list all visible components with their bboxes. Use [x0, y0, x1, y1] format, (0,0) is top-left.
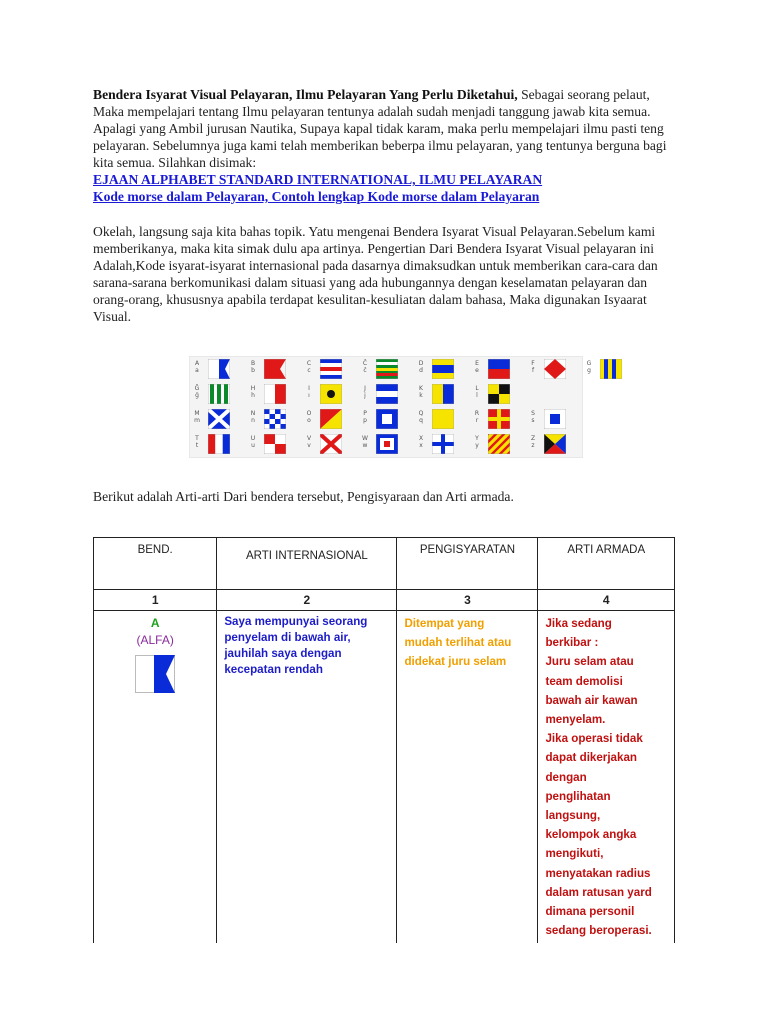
- col-number-3: 3: [397, 590, 538, 611]
- pengisyaratan-line: mudah terlihat atau: [404, 636, 512, 649]
- signal-flag-icon: [376, 359, 398, 379]
- pengisyaratan-line: didekat juru selam: [404, 655, 507, 668]
- arti-armada-line: dengan: [545, 770, 587, 784]
- flag-letter-label: G g: [586, 360, 592, 374]
- flag-letter-label: V v: [306, 435, 312, 449]
- flag-letter-label: T t: [195, 435, 199, 449]
- arti-armada-text: [539, 612, 673, 942]
- arti-armada-line: Jika operasi tidak: [545, 732, 643, 746]
- flag-letter-label: P p: [363, 410, 367, 424]
- flag-cell: [470, 432, 526, 457]
- flag-letter-label: H h: [250, 385, 256, 399]
- flag-letter-label: K k: [419, 385, 423, 399]
- flag-letter-label: U u: [250, 435, 256, 449]
- signal-flag-icon: [208, 409, 230, 429]
- arti-armada-line: bawah air kawan: [545, 693, 638, 707]
- arti-armada-line: langsung,: [545, 809, 601, 823]
- arti-internasional-line: kecepatan rendah: [224, 663, 323, 676]
- signal-flag-icon: [376, 409, 398, 429]
- flag-cell: [302, 382, 358, 407]
- definition-paragraph: Okelah, langsung saja kita bahas topik. Yatu mengenai Bendera Isyarat Visual Pelayaran.Sebelum kami memberikanya, maka kita simak dulu apa artinya. Pengertian Dari Bendera Isyarat Visual pelayaran ini Adalah,Kode isyarat-isyarat internasional pada dasarnya dimaksudkan untuk memberikan cara-cara dan sarana-sarana berkomunikasi dalam situasi yang ada hubungannya dengan keselamatan pelayaran dan orang-orang, khususnya apabila terdapat kesulitan-kesuliatan dalam bahasa, Maka digunakan Isyaarat Visual.: [93, 224, 658, 324]
- header-bend: BEND.: [94, 538, 217, 590]
- flag-cell: [246, 407, 302, 432]
- table-row: [94, 611, 675, 944]
- link-morse[interactable]: Kode morse dalam Pelayaran, Contoh lengkap Kode morse dalam Pelayaran: [93, 189, 540, 204]
- arti-armada-line: menyelam.: [545, 713, 606, 727]
- flag-cell: [302, 407, 358, 432]
- arti-internasional-line: penyelam di bawah air,: [224, 631, 351, 644]
- flag-letter-label: R r: [474, 410, 480, 424]
- signal-flag-icon: [208, 384, 230, 404]
- signal-flag-icon: [432, 409, 454, 429]
- signal-flag-icon: [488, 409, 510, 429]
- flag-cell: [190, 382, 246, 407]
- flag-cell: [414, 382, 470, 407]
- flag-cell: [414, 357, 470, 382]
- flag-letter-label: S s: [531, 410, 535, 424]
- flag-cell: [526, 357, 582, 382]
- arti-armada-line: dimana personil: [545, 905, 635, 919]
- arti-internasional-line: jauhilah saya dengan: [224, 647, 342, 660]
- signal-flag-icon: [264, 409, 286, 429]
- flag-cell: [526, 407, 582, 432]
- flag-name: (ALFA): [136, 633, 174, 647]
- flag-cell: [190, 357, 246, 382]
- header-arti-armada: ARTI ARMADA: [538, 538, 675, 590]
- flag-cell: [414, 432, 470, 457]
- flag-letter-label: A a: [194, 360, 200, 374]
- header-row: [94, 538, 675, 590]
- pengisyaratan-text: [398, 612, 536, 673]
- flag-letter-label: F f: [531, 360, 535, 374]
- arti-armada-line: sedang beroperasi.: [545, 924, 652, 938]
- flag-cell: [470, 407, 526, 432]
- signal-flag-icon: [432, 384, 454, 404]
- signal-flag-icon: [488, 384, 510, 404]
- flag-letter-label: N n: [250, 410, 256, 424]
- signal-flag-icon: [264, 434, 286, 454]
- arti-internasional-text: [218, 612, 395, 680]
- signal-flag-icon: [264, 359, 286, 379]
- flag-cell: [526, 432, 582, 457]
- table-intro: Berikut adalah Arti-arti Dari bendera tersebut, Pengisyaraan dan Arti armada.: [93, 489, 514, 504]
- arti-armada-line: dalam ratusan yard: [545, 885, 652, 899]
- flag-letter-label: M m: [194, 410, 200, 424]
- link-alphabet[interactable]: EJAAN ALPHABET STANDARD INTERNATIONAL, ILMU PELAYARAN: [93, 172, 543, 187]
- flag-grid: [190, 357, 592, 457]
- cell-pengisyaratan: [397, 611, 538, 944]
- signal-flag-icon: [376, 384, 398, 404]
- signal-flag-icon: [208, 359, 230, 379]
- header-pengisyaratan: PENGISYARATAN: [397, 538, 538, 590]
- arti-armada-line: Jika sedang: [545, 617, 612, 630]
- col-number-2: 2: [217, 590, 397, 611]
- signal-flag-icon: [488, 359, 510, 379]
- flag-letter-label: O o: [306, 410, 312, 424]
- signal-flag-icon: [320, 384, 342, 404]
- flag-cell: [246, 382, 302, 407]
- signal-flag-icon: [320, 409, 342, 429]
- flag-letter-label: J j: [364, 385, 366, 399]
- flag-cell: [358, 382, 414, 407]
- flag-letter-label: Z z: [530, 435, 536, 449]
- flag-letter-label: D d: [418, 360, 424, 374]
- signal-flag-icon: [208, 434, 230, 454]
- intro-paragraph: [93, 86, 678, 171]
- flag-cell: [190, 407, 246, 432]
- signal-flag-icon: [488, 434, 510, 454]
- flag-letter-label: L l: [475, 385, 479, 399]
- flag-cell: [470, 382, 526, 407]
- flag-letter-label: Q q: [418, 410, 424, 424]
- arti-armada-line: team demolisi: [545, 674, 623, 688]
- flag-cell: [414, 407, 470, 432]
- flag-letter-label: W w: [362, 435, 368, 449]
- signal-flag-icon: [320, 434, 342, 454]
- intro-bold-title: Bendera Isyarat Visual Pelayaran, Ilmu Pelayaran Yang Perlu Diketahui,: [93, 87, 518, 102]
- flag-cell: [358, 432, 414, 457]
- intro-text: Sebagai seorang pelaut, Maka mempelajari tentang Ilmu pelayaran tentunya adalah sudah menjadi tanggung jawab kita semua. Apalagi yang Ambil jurusan Nautika, Supaya kapal tidak karam, maka perlu mempelajari ilmu pasti teng pelayaran. Sebelumnya juga kami telah memberikan beberpa ilmu pelayaran, yang tentunya berguna bagi kita semua. Silahkan disimak:: [93, 87, 667, 170]
- flag-cell: [302, 432, 358, 457]
- flag-letter-label: I ı: [308, 385, 310, 399]
- signal-flag-icon: [600, 359, 622, 379]
- signal-flag-icon: [264, 384, 286, 404]
- flag-letter-label: Ğ ğ: [194, 385, 200, 399]
- cell-arti-armada: [538, 611, 675, 944]
- related-links: [93, 171, 678, 205]
- arti-internasional-line: Saya mempunyai seorang: [224, 615, 368, 628]
- signal-flag-icon: [544, 409, 566, 429]
- flag-cell: [302, 357, 358, 382]
- flag-letter-label: X x: [418, 435, 424, 449]
- arti-armada-line: berkibar :: [545, 636, 599, 650]
- signal-flag-icon: [376, 434, 398, 454]
- flag-cell: [470, 357, 526, 382]
- flag-meaning-table: [93, 537, 675, 943]
- arti-armada-line: menyatakan radius: [545, 866, 651, 880]
- arti-armada-line: kelompok angka: [545, 828, 637, 842]
- arti-armada-line: mengikuti,: [545, 847, 604, 861]
- signal-flag-icon: [544, 434, 566, 454]
- arti-armada-line: dapat dikerjakan: [545, 751, 637, 765]
- flag-cell: [358, 357, 414, 382]
- signal-flag-icon: [432, 434, 454, 454]
- cell-arti-internasional: [217, 611, 397, 944]
- flag-cell: [246, 357, 302, 382]
- header-arti-internasional: ARTI INTERNASIONAL: [217, 538, 397, 590]
- flag-letter-label: E e: [475, 360, 479, 374]
- col-number-1: 1: [94, 590, 217, 611]
- col-number-4: 4: [538, 590, 675, 611]
- article: [93, 86, 678, 325]
- flag-letter: A: [150, 616, 160, 630]
- pengisyaratan-line: Ditempat yang: [404, 617, 485, 630]
- flag-letter-label: B b: [250, 360, 256, 374]
- arti-armada-line: Juru selam atau: [545, 655, 634, 669]
- alfa-flag-icon: [135, 655, 175, 693]
- signal-flag-icon: [544, 359, 566, 379]
- flag-cell: [358, 407, 414, 432]
- flag-letter-label: Č č: [362, 360, 368, 374]
- number-row: [94, 590, 675, 611]
- flag-letter-label: C c: [306, 360, 312, 374]
- flag-cell: [246, 432, 302, 457]
- arti-armada-line: penglihatan: [545, 789, 611, 803]
- flag-letter-label: Y y: [475, 435, 479, 449]
- cell-bend: [94, 611, 217, 944]
- signal-flag-icon: [320, 359, 342, 379]
- flag-cell: [190, 432, 246, 457]
- signal-flag-icon: [432, 359, 454, 379]
- flags-image: [189, 356, 592, 458]
